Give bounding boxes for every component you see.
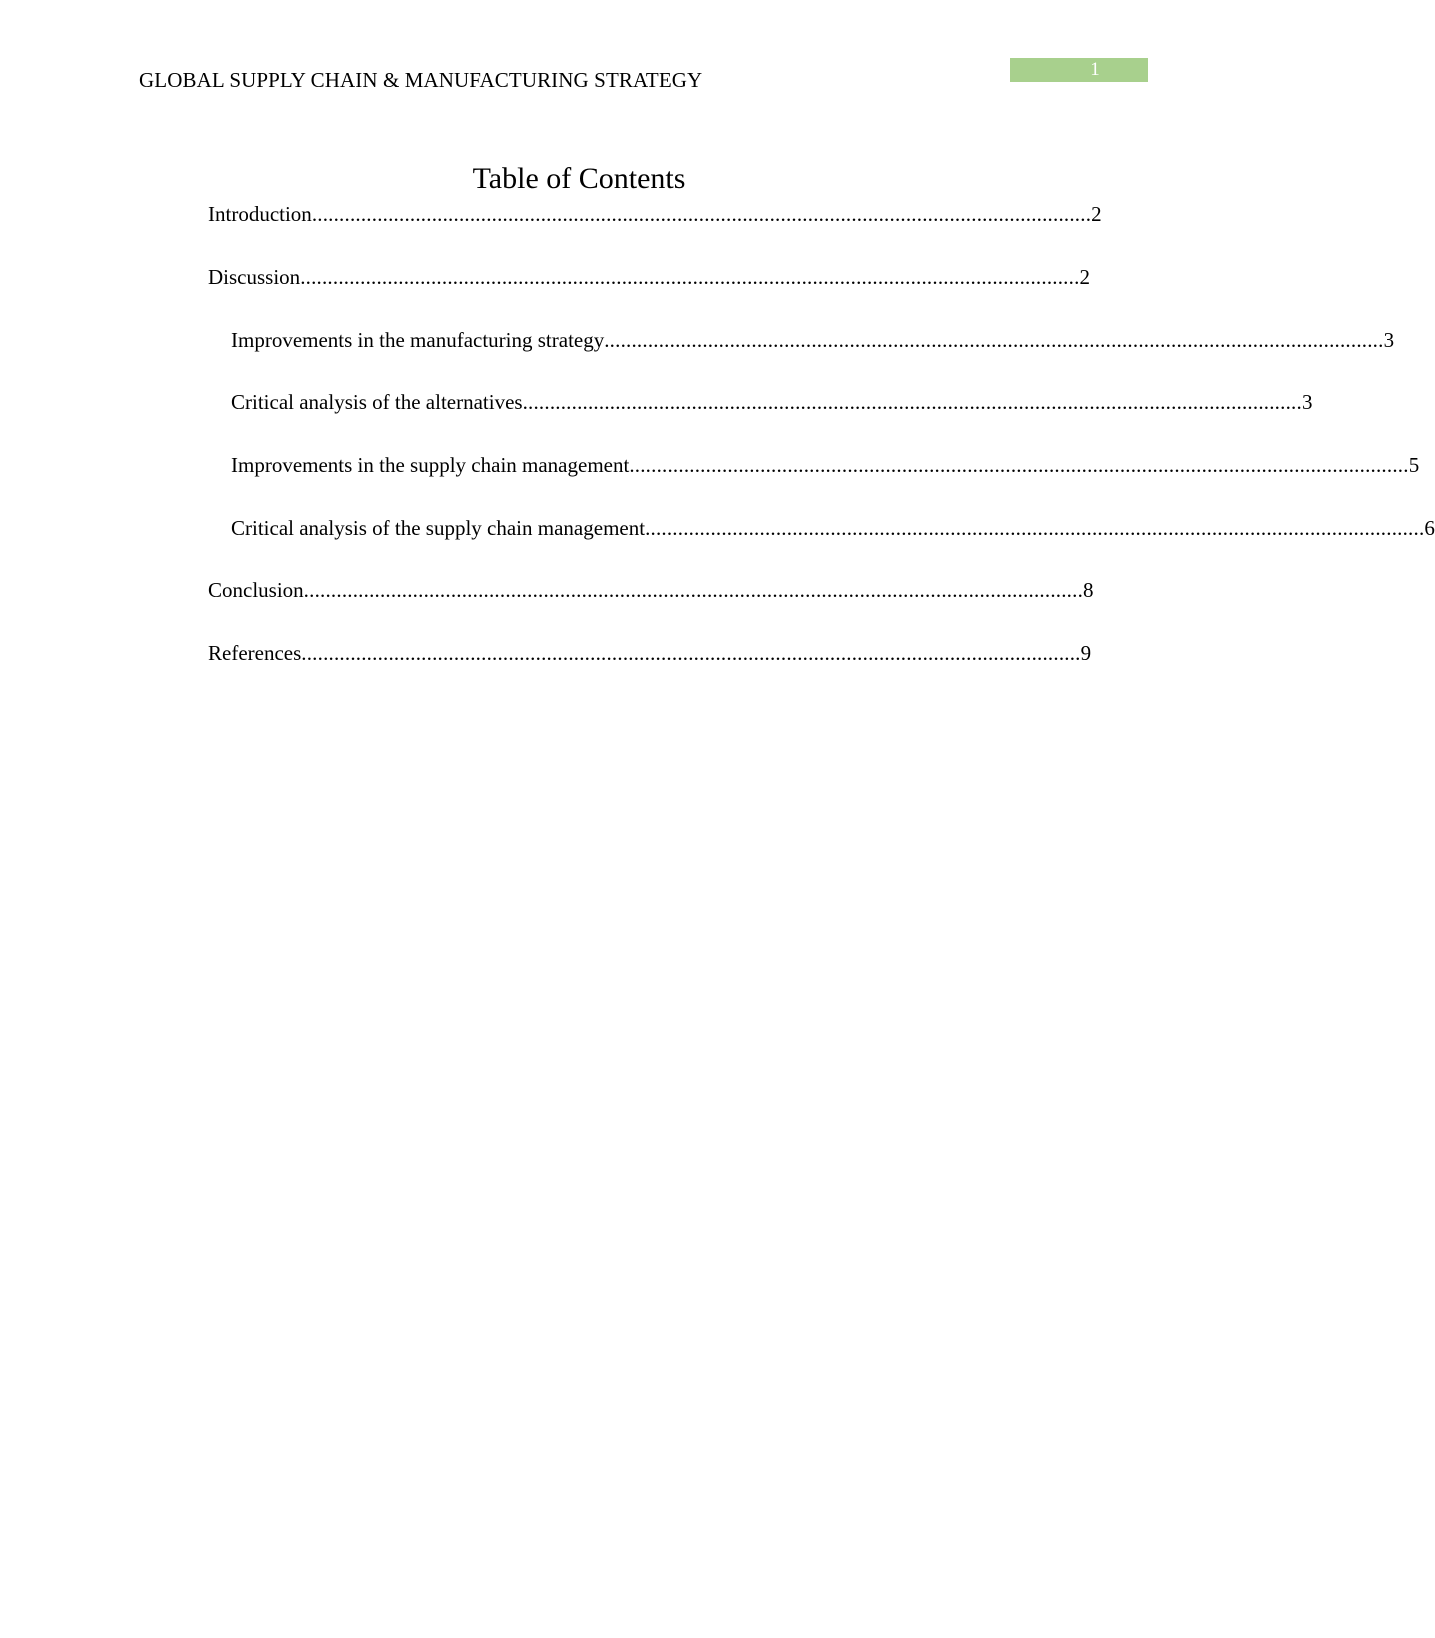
- toc-entry-text: Introduction: [208, 202, 312, 226]
- toc-page-number: 9: [1080, 641, 1092, 665]
- toc-entry-text: Improvements in the manufacturing strategy: [231, 328, 605, 352]
- toc-entry-discussion[interactable]: [208, 262, 1091, 292]
- toc-entry-conclusion[interactable]: [208, 575, 1094, 605]
- toc-entry-supply-chain-improvements[interactable]: [231, 450, 1420, 480]
- toc-dot-leader: ...............................................................................................................................................: [604, 328, 1384, 352]
- toc-page-number: 3: [1301, 390, 1313, 414]
- toc-page-number: 2: [1091, 202, 1102, 226]
- toc-dot-leader: ...............................................................................................................................................: [301, 641, 1081, 665]
- toc-entry-introduction[interactable]: [208, 199, 1102, 229]
- toc-dot-leader: ...............................................................................................................................................: [645, 516, 1425, 540]
- toc-entry-text: References: [208, 641, 302, 665]
- toc-page-number: 3: [1383, 328, 1395, 352]
- toc-entry-text: Conclusion: [208, 578, 304, 602]
- toc-dot-leader: ...............................................................................................................................................: [311, 202, 1092, 226]
- toc-page-number: 6: [1424, 516, 1435, 540]
- toc-dot-leader: ...............................................................................................................................................: [629, 453, 1409, 477]
- toc-entry-text: Critical analysis of the alternatives: [231, 390, 523, 414]
- toc-dot-leader: ...............................................................................................................................................: [300, 265, 1080, 289]
- running-head: GLOBAL SUPPLY CHAIN & MANUFACTURING STRATEGY: [139, 68, 703, 92]
- toc-entry-text: Critical analysis of the supply chain management: [231, 516, 646, 540]
- toc-title: Table of Contents: [472, 162, 686, 195]
- toc-page-number: 2: [1079, 265, 1091, 289]
- toc-entry-alternatives-analysis[interactable]: [231, 387, 1313, 417]
- toc-page-number: 8: [1083, 578, 1094, 602]
- page-number-badge: 1: [1010, 58, 1148, 82]
- toc-entry-supply-chain-analysis[interactable]: [231, 513, 1435, 543]
- toc-list: [0, 0, 1435, 700]
- toc-entry-references[interactable]: [208, 638, 1092, 668]
- toc-dot-leader: ...............................................................................................................................................: [303, 578, 1084, 602]
- toc-page-number: 5: [1408, 453, 1420, 477]
- toc-entry-manufacturing-improvements[interactable]: [231, 325, 1395, 355]
- toc-dot-leader: ...............................................................................................................................................: [522, 390, 1302, 414]
- toc-entry-text: Improvements in the supply chain management: [231, 453, 630, 477]
- toc-entry-text: Discussion: [208, 265, 301, 289]
